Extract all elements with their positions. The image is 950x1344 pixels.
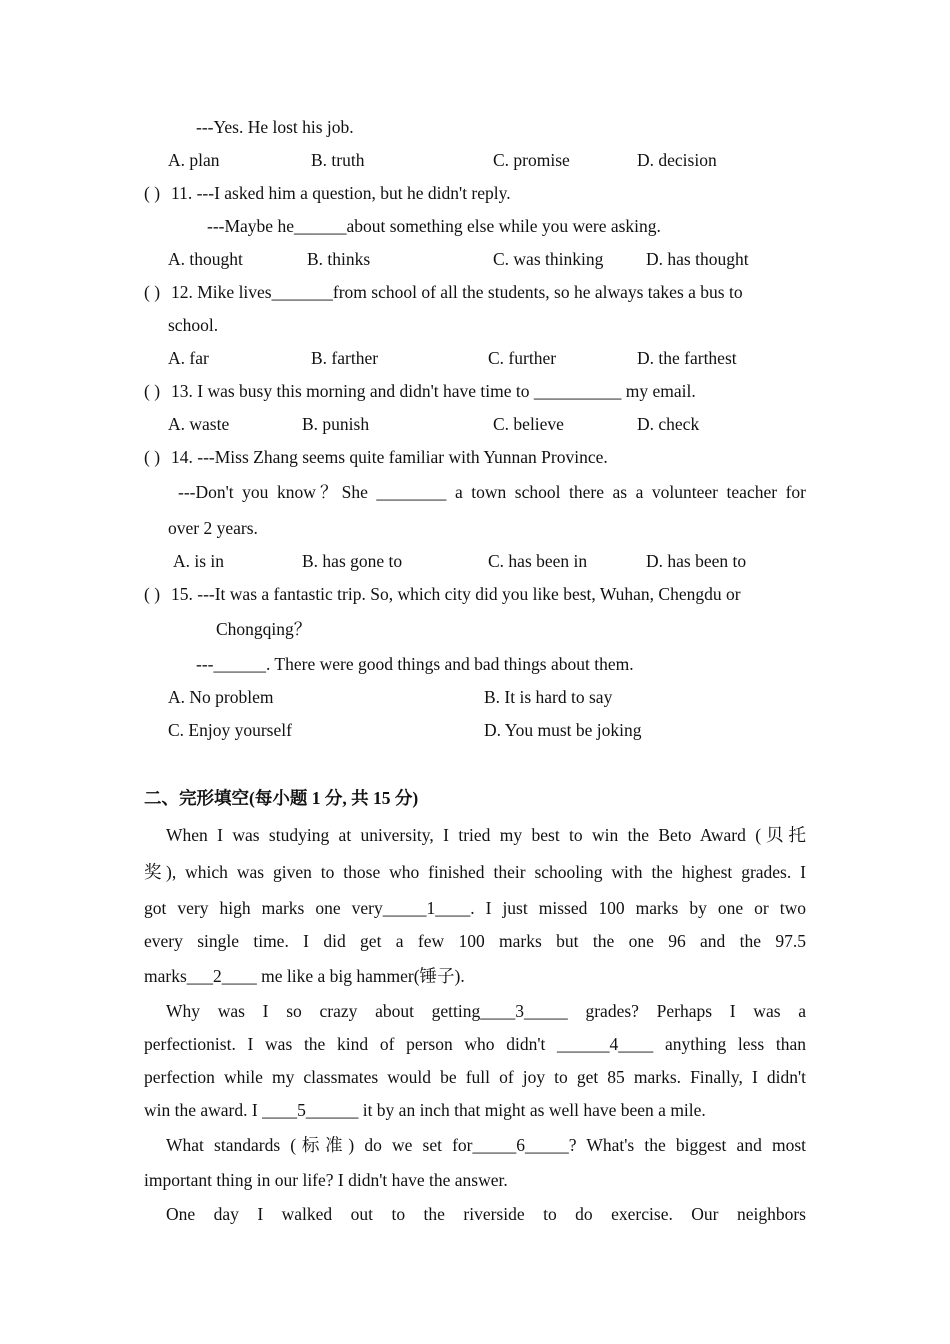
q11-option-d: D. has thought xyxy=(646,249,749,269)
q10-option-a: A. plan xyxy=(168,150,220,170)
section-heading: 二、完形填空(每小题 1 分, 共 15 分) xyxy=(144,788,419,808)
q11-option-c: C. was thinking xyxy=(493,249,604,269)
passage-line: One day I walked out to the riverside to do exercise. Our neighbors xyxy=(166,1204,806,1224)
q12-option-c: C. further xyxy=(488,348,557,368)
q14-option-a: A. is in xyxy=(173,551,225,571)
q15-reply: ---______. There were good things and bad things about them. xyxy=(196,654,634,674)
q11-paren: ( ) xyxy=(144,183,161,203)
q13-option-b: B. punish xyxy=(302,414,370,434)
q15-stem-cont: Chongqing？ xyxy=(216,619,312,639)
q12-stem-cont: school. xyxy=(168,315,219,335)
q15-option-b: B. It is hard to say xyxy=(484,687,613,707)
q15-option-d: D. You must be joking xyxy=(484,720,642,740)
passage-line: win the award. I ____5______ it by an inch that might as well have been a mile. xyxy=(144,1100,706,1120)
q13-option-c: C. believe xyxy=(493,414,564,434)
passage-line: What standards (标准) do we set for_____6_____? What's the biggest and most xyxy=(166,1135,806,1155)
q11-option-a: A. thought xyxy=(168,249,243,269)
passage-line: Why was I so crazy about getting____3_____ grades? Perhaps I was a xyxy=(166,1001,806,1021)
passage-line: perfection while my classmates would be full of joy to get 85 marks. Finally, I didn't xyxy=(144,1067,806,1087)
passage-line: perfectionist. I was the kind of person who didn't ______4____ anything less than xyxy=(144,1034,806,1054)
q10-option-d: D. decision xyxy=(637,150,717,170)
q11-option-b: B. thinks xyxy=(307,249,371,269)
passage-line: 奖), which was given to those who finished their schooling with the highest grades. I xyxy=(144,862,806,882)
q14-stem: 14. ---Miss Zhang seems quite familiar with Yunnan Province. xyxy=(171,447,608,467)
q14-option-c: C. has been in xyxy=(488,551,588,571)
q13-option-a: A. waste xyxy=(168,414,230,434)
q15-option-a: A. No problem xyxy=(168,687,274,707)
q12-option-d: D. the farthest xyxy=(637,348,737,368)
passage-line: important thing in our life? I didn't have the answer. xyxy=(144,1170,508,1190)
q14-option-d: D. has been to xyxy=(646,551,747,571)
q14-option-b: B. has gone to xyxy=(302,551,403,571)
q13-paren: ( ) xyxy=(144,381,161,401)
q13-option-d: D. check xyxy=(637,414,700,434)
q15-option-c: C. Enjoy yourself xyxy=(168,720,292,740)
q10-option-b: B. truth xyxy=(311,150,365,170)
q14-reply: ---Don't you know？She ________ a town school there as a volunteer teacher for xyxy=(178,482,806,502)
q14-reply-cont: over 2 years. xyxy=(168,518,258,538)
q12-option-a: A. far xyxy=(168,348,209,368)
passage-line: marks___2____ me like a big hammer(锤子). xyxy=(144,966,465,986)
q12-option-b: B. farther xyxy=(311,348,379,368)
q11-stem: 11. ---I asked him a question, but he didn't reply. xyxy=(171,183,511,203)
passage-line: When I was studying at university, I tried my best to win the Beto Award (贝托 xyxy=(166,825,806,845)
q10-option-c: C. promise xyxy=(493,150,570,170)
q11-reply: ---Maybe he______about something else while you were asking. xyxy=(207,216,661,236)
q13-stem: 13. I was busy this morning and didn't have time to __________ my email. xyxy=(171,381,696,401)
q12-paren: ( ) xyxy=(144,282,161,302)
q10-reply: ---Yes. He lost his job. xyxy=(196,117,354,137)
passage-line: every single time. I did get a few 100 marks but the one 96 and the 97.5 xyxy=(144,931,806,951)
q15-stem: 15. ---It was a fantastic trip. So, which city did you like best, Wuhan, Chengdu or xyxy=(171,584,741,604)
passage-line: got very high marks one very_____1____. I just missed 100 marks by one or two xyxy=(144,898,806,918)
q12-stem: 12. Mike lives_______from school of all the students, so he always takes a bus to xyxy=(171,282,743,302)
q14-paren: ( ) xyxy=(144,447,161,467)
q15-paren: ( ) xyxy=(144,584,161,604)
